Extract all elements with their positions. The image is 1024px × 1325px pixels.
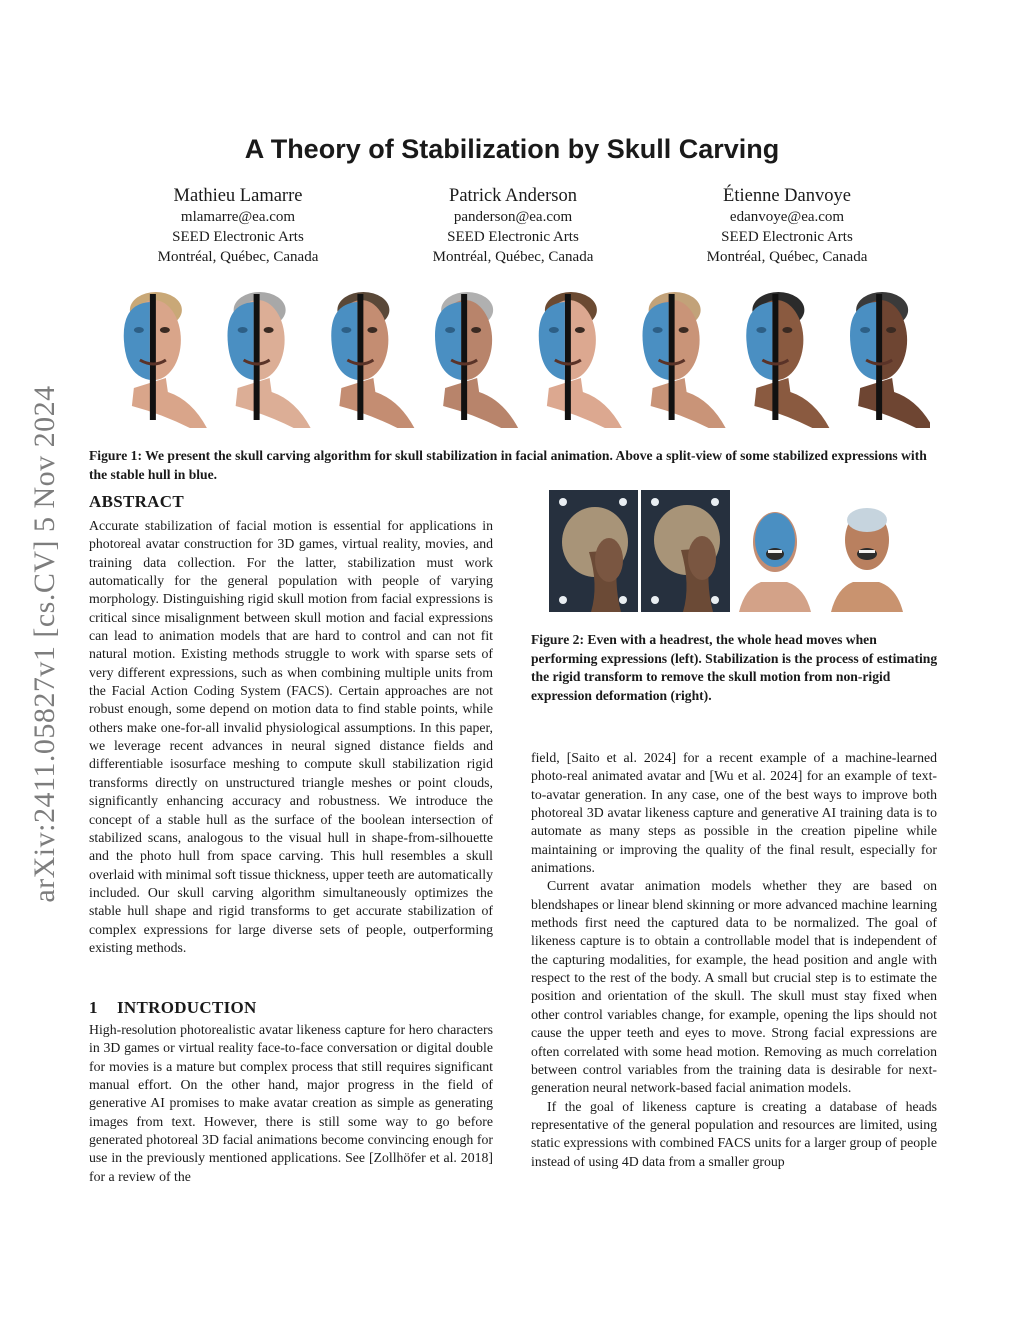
split-view-head — [124, 292, 207, 428]
split-view-head — [850, 292, 930, 428]
author-block — [388, 185, 638, 267]
abstract-text — [89, 517, 493, 957]
abstract-heading: ABSTRACT — [89, 492, 184, 511]
split-view-head — [746, 292, 829, 428]
introduction-paragraph: If the goal of likeness capture is creating a database of heads representative of the general population and resources are limited, using static expressions with combined FACS units for a larger group of people instead of using 4D data from a smaller group — [531, 1098, 937, 1169]
introduction-paragraph: Current avatar animation models whether they are based on blendshapes or linear blend skinning or more advanced machine learning methods first need the captured data to be normalized. The goal of likeness capture is to obtain a controllable model that is independent of the capturing modalities, for example, the head position and angle with respect to the rest of the body. A small but crucial step is to estimate the position and orientation of the skull. The skull must stay fixed when other control variables change, for example, opening the lips should not cause the upper teeth and eyes to move. Strong facial expressions are often correlated with some head motion. Removing as much correlation between control variables from the training data is desirable for next-generation neural network-based facial animation models. — [531, 878, 937, 1096]
stabilized-head-with-hull — [739, 512, 811, 612]
figure-1-teaser — [100, 288, 930, 428]
split-view-head — [642, 292, 725, 428]
arxiv-stamp: arXiv:2411.05827v1 [cs.CV] 5 Nov 2024 — [28, 385, 61, 903]
author-name: Étienne Danvoye — [723, 186, 851, 206]
author-email[interactable]: edanvoye@ea.com — [729, 209, 845, 225]
introduction-right-column — [531, 749, 937, 1171]
headrest-photo-after — [641, 490, 730, 612]
split-view-head — [331, 292, 414, 428]
author-location: Montréal, Québec, Canada — [432, 249, 594, 265]
split-view-head — [539, 292, 622, 428]
author-location: Montréal, Québec, Canada — [157, 249, 319, 265]
stabilized-head-skin — [831, 508, 903, 612]
author-location: Montréal, Québec, Canada — [706, 249, 868, 265]
author-email[interactable]: panderson@ea.com — [453, 209, 573, 225]
author-block — [113, 185, 363, 267]
section-title: INTRODUCTION — [117, 998, 257, 1017]
introduction-left-column — [89, 1021, 493, 1186]
figure-2-caption: Figure 2: Even with a headrest, the whole head moves when performing expressions (left). Stabilization is the process of estimating the rigid transform to remove the skull motion from non-rigid expression deformation (right). — [531, 632, 938, 703]
section-number: 1 — [89, 998, 98, 1017]
split-view-head — [435, 292, 518, 428]
figure-1-caption: Figure 1: We present the skull carving algorithm for skull stabilization in facial animation. Above a split-view of some stabilized expressions with the stable hull in blue. — [89, 448, 927, 482]
figure-2-images — [549, 490, 915, 612]
split-view-head — [227, 292, 310, 428]
author-affiliation: SEED Electronic Arts — [447, 229, 579, 245]
author-block — [662, 185, 912, 267]
introduction-paragraph: High-resolution photorealistic avatar likeness capture for hero characters in 3D games or virtual reality face-to-face conversation or digital double for movies is a mature but complex process that still requires significant manual effort. On the other hand, major progress in the field of generative AI promises to make avatar creation as simple as generating images from text. However, there is still some way to go before generated photoreal 3D facial animations become convincing enough for use in the previously mentioned applications. See [Zollhöfer et al. 2018] for a review of the — [89, 1022, 493, 1184]
author-name: Mathieu Lamarre — [173, 186, 303, 206]
author-affiliation: SEED Electronic Arts — [172, 229, 304, 245]
paper-title: A Theory of Stabilization by Skull Carving — [244, 134, 780, 164]
author-email[interactable]: mlamarre@ea.com — [180, 209, 296, 225]
introduction-paragraph: field, [Saito et al. 2024] for a recent example of a machine-learned photo-real animated avatar and [Wu et al. 2024] for an example of text-to-avatar generation. In any case, one of the best ways to improve both photoreal 3D avatar likeness capture and generative AI training data is to automate as many steps as possible in the creation pipeline while maintaining or improving the quality of the final result, especially for animations. — [531, 750, 937, 876]
introduction-heading — [89, 998, 257, 1018]
author-name: Patrick Anderson — [449, 186, 577, 206]
author-affiliation: SEED Electronic Arts — [721, 229, 853, 245]
headrest-photo-before — [549, 490, 638, 612]
abstract-paragraph: Accurate stabilization of facial motion is essential for applications in photoreal avatar construction for 3D games, virtual reality, movies, and training data collection. For the latter, stabilization must work automatically for the general population with people of varying morphology. Distinguishing rigid skull motion from facial expressions is critical since misalignment between skull motion and facial expressions can lead to animation models that are hard to control and can not fit natural motion. Existing methods struggle to work with sparse sets of very different expressions, such as when combining multiple units from the Facial Action Coding System (FACS). Certain approaches are not robust enough, some depend on motion data to find stable points, while others make one-for-all invalid physiological assumptions. In this paper, we leverage recent advances in neural signed distance fields and differentiable isosurface meshing to compute skull stabilization rigid transforms directly on unstructured triangle meshes or point clouds, significantly enhancing accuracy and robustness. We introduce the concept of a stable hull as the surface of the boolean intersection of stabilized scans, analogous to the visual hull in shape-from-silhouette and the photo hull from space carving. This hull resembles a skull overlaid with minimal soft tissue thickness, upper teeth are automatically included. Our skull carving algorithm simultaneously optimizes the stable hull shape and rigid transforms to get accurate stabilization of complex expressions for large diverse sets of people, outperforming existing methods. — [89, 518, 493, 955]
